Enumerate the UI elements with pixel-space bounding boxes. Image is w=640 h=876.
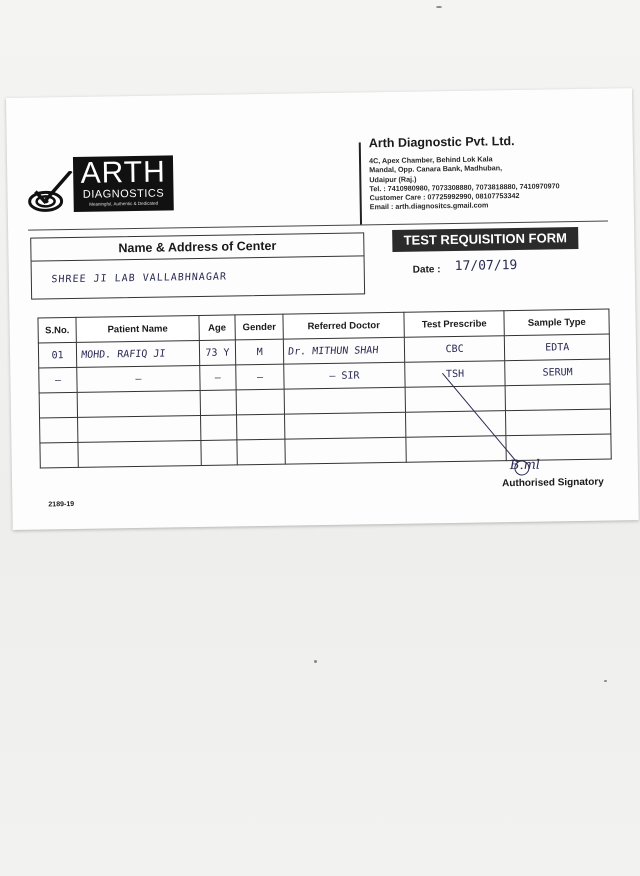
logo-subtitle: DIAGNOSTICS [82, 187, 165, 201]
scan-speck [314, 660, 317, 663]
header-gender: Gender [235, 314, 284, 340]
date-label: Date : [412, 264, 441, 276]
company-name: Arth Diagnostic Pvt. Ltd. [368, 134, 515, 151]
target-check-icon [27, 171, 74, 216]
cell-age[interactable] [201, 440, 238, 466]
header-divider [359, 142, 362, 224]
cell-patient-name[interactable]: — [77, 365, 200, 392]
cell-gender[interactable] [237, 439, 286, 465]
cell-referred-doctor[interactable] [285, 437, 406, 464]
cell-sno[interactable] [40, 417, 79, 443]
cell-test-prescribe[interactable]: CBC [404, 336, 505, 363]
logo-wordmark-box [73, 155, 174, 212]
cell-age[interactable] [200, 415, 237, 441]
requisition-form-sheet [6, 88, 639, 530]
cell-gender[interactable]: M [235, 339, 284, 365]
date-field[interactable]: 17/07/19 [454, 257, 518, 274]
center-box [30, 232, 365, 299]
header-sample-type: Sample Type [504, 309, 609, 336]
cell-test-prescribe[interactable] [406, 436, 507, 463]
cell-sample-type[interactable] [506, 434, 611, 461]
cell-sample-type[interactable]: EDTA [505, 334, 610, 361]
header-sno: S.No. [38, 317, 77, 343]
cell-text: Dr. MITHUN SHAH [287, 344, 380, 358]
cell-test-prescribe[interactable]: TSH [405, 361, 506, 388]
company-address-line: 4C, Apex Chamber, Behind Lok Kala [368, 154, 493, 166]
center-title: Name & Address of Center [31, 233, 363, 261]
cell-age[interactable] [200, 390, 237, 416]
cell-referred-doctor[interactable] [285, 412, 406, 439]
signature-mark: B.ml [509, 457, 541, 474]
cell-age[interactable]: — [200, 365, 237, 391]
header-referred-doctor: Referred Doctor [283, 312, 404, 339]
cell-test-prescribe[interactable] [405, 386, 506, 413]
cell-sno[interactable]: 01 [38, 342, 77, 368]
cell-referred-doctor[interactable] [284, 387, 405, 414]
company-email: Email : arth.diagnositcs.gmail.com [369, 200, 489, 212]
cell-gender[interactable]: — [236, 364, 285, 390]
form-title: TEST REQUISITION FORM [392, 227, 578, 252]
cell-sno[interactable] [40, 442, 79, 468]
cell-sample-type[interactable]: SERUM [505, 359, 610, 386]
cell-patient-name[interactable] [78, 415, 201, 442]
header-age: Age [199, 315, 236, 341]
header-test-prescribe: Test Prescribe [404, 311, 505, 338]
cell-patient-name[interactable] [77, 340, 200, 367]
cell-text: MOHD. RAFIQ JI [80, 348, 167, 361]
logo-word: ARTH [80, 155, 167, 190]
scan-speck [604, 680, 607, 682]
center-name-field[interactable]: SHREE JI LAB VALLABHNAGAR [51, 271, 228, 286]
cell-patient-name[interactable] [78, 440, 201, 467]
cell-age[interactable]: 73 Y [199, 340, 236, 366]
company-phone: Tel. : 7410980980, 7073308880, 7073818880, 7410970970 [369, 181, 560, 194]
cell-patient-name[interactable] [77, 390, 200, 417]
header-patient-name: Patient Name [76, 315, 199, 342]
cell-gender[interactable] [236, 389, 285, 415]
company-address-line: Udaipur (Raj.) [369, 174, 417, 184]
logo-tagline: Meaningful, Authentic & Dedicated [89, 200, 159, 207]
authorised-signatory-label: Authorised Signatory [502, 476, 604, 490]
form-number: 2189-19 [48, 500, 75, 509]
scan-speck [436, 6, 442, 8]
arth-logo [27, 153, 178, 217]
cell-test-prescribe[interactable] [405, 411, 506, 438]
company-customer-care: Customer Care : 07725992990, 08107753342 [369, 191, 520, 203]
company-block [369, 132, 620, 212]
cell-gender[interactable] [237, 414, 286, 440]
requisition-table [37, 309, 611, 469]
cell-referred-doctor[interactable]: — SIR [284, 362, 405, 389]
cell-sno[interactable] [39, 392, 78, 418]
company-address-line: Mandal, Opp. Canara Bank, Madhuban, [369, 163, 503, 175]
cell-sample-type[interactable] [506, 409, 611, 436]
cell-referred-doctor[interactable] [284, 337, 405, 364]
cell-sno[interactable]: — [39, 367, 78, 393]
cell-sample-type[interactable] [505, 384, 610, 411]
